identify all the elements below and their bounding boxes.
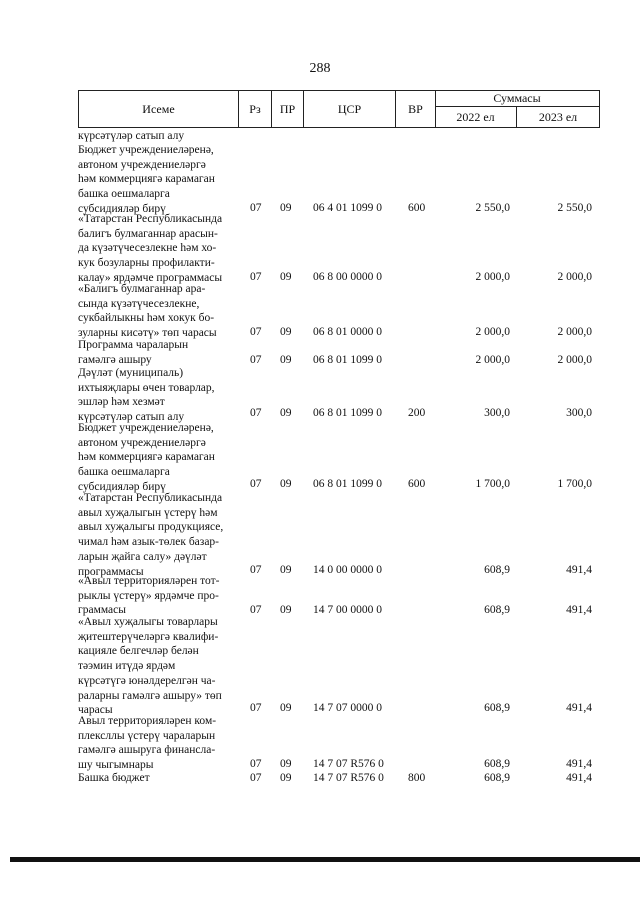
row-sum-2022: 608,9 <box>484 772 510 784</box>
row-name: Бюджет учреждениеләренә, автоном учреждениеләргә һәм коммерциягә карамаган башка оешмаларга субсидияләр бирү <box>78 422 215 493</box>
row-sum-2022: 2 000,0 <box>475 354 510 366</box>
row-rz: 07 <box>250 604 262 616</box>
row-sum-2022: 1 700,0 <box>475 478 510 490</box>
row-sum-2022: 300,0 <box>484 407 510 419</box>
row-sum-2023: 2 000,0 <box>557 354 592 366</box>
row-sum-2022: 2 550,0 <box>475 202 510 214</box>
header-2022: 2022 ел <box>435 107 517 127</box>
row-rz: 07 <box>250 758 262 770</box>
header-name: Исеме <box>79 91 239 127</box>
row-rz: 07 <box>250 407 262 419</box>
row-name: Дәүләт (муниципаль) ихтыяҗлары өчен товарлар, эшләр һәм хезмәт күрсәтүләр сатып алу <box>78 367 215 424</box>
row-vr: 800 <box>408 772 426 784</box>
row-name: «Авыл хуҗалыгы товарлары җитештерүчеләргә квалифи- кацияле белгечләр белән тәэмин итүдә ярдәм күрсәтүгә юнәлдерелгән ча- раларны гамәлгә ашыру» төп чарасы <box>78 616 222 717</box>
row-csr: 06 8 01 1099 0 <box>313 478 382 490</box>
row-name: күрсәтүләр сатып алу <box>78 130 185 142</box>
row-sum-2023: 1 700,0 <box>557 478 592 490</box>
row-csr: 06 8 01 1099 0 <box>313 407 382 419</box>
row-sum-2023: 491,4 <box>566 758 592 770</box>
row-name: «Татарстан Республикасында авыл хуҗалыгын үстерү һәм авыл хуҗалыгы продукциясе, чимал һәм азык-төлек базар- ларын җайга салу» дәүләт программасы <box>78 492 224 578</box>
row-csr: 14 7 00 0000 0 <box>313 604 382 616</box>
row-name: Программа чараларын гамәлгә ашыру <box>78 339 189 366</box>
header-rz: Рз <box>239 91 272 127</box>
row-name: Башка бюджет <box>78 772 150 784</box>
row-sum-2023: 2 000,0 <box>557 271 592 283</box>
row-sum-2022: 2 000,0 <box>475 271 510 283</box>
row-pr: 09 <box>280 772 292 784</box>
row-sum-2023: 300,0 <box>566 407 592 419</box>
row-sum-2022: 608,9 <box>484 564 510 576</box>
row-vr: 200 <box>408 407 426 419</box>
row-csr: 14 7 07 R576 0 <box>313 758 384 770</box>
row-sum-2022: 608,9 <box>484 758 510 770</box>
row-csr: 06 8 01 1099 0 <box>313 354 382 366</box>
row-sum-2023: 491,4 <box>566 604 592 616</box>
row-sum-2023: 491,4 <box>566 564 592 576</box>
row-name: «Татарстан Республикасында балигъ булмаганнар арасын- да күзәтүчесезлекне һәм хо- кук бозуларны профилакти- калау» ярдәмче программасы <box>78 213 223 284</box>
row-rz: 07 <box>250 702 262 714</box>
row-pr: 09 <box>280 478 292 490</box>
row-sum-2023: 491,4 <box>566 772 592 784</box>
row-sum-2023: 2 000,0 <box>557 326 592 338</box>
header-pr: ПР <box>272 91 304 127</box>
row-name: «Авыл территорияләрен тот- рыклы үстерү» ярдәмче про- граммасы <box>78 575 220 617</box>
row-rz: 07 <box>250 202 262 214</box>
row-name: Бюджет учреждениеләренә, автоном учреждениеләргә һәм коммерциягә карамаган башка оешмаларга субсидияләр бирү <box>78 144 215 215</box>
row-name: «Балигъ булмаганнар ара- сында күзәтүчесезлекне, сукбайлыкны һәм хокук бо- зуларны кисәтү» төп чарасы <box>78 283 217 340</box>
row-vr: 600 <box>408 202 426 214</box>
row-name: Авыл территорияләрен ком- плексллы үстерү чараларын гамәлгә ашыруга финансла- шу чыгымнары <box>78 715 217 772</box>
row-pr: 09 <box>280 564 292 576</box>
row-rz: 07 <box>250 354 262 366</box>
row-csr: 14 7 07 R576 0 <box>313 772 384 784</box>
row-pr: 09 <box>280 604 292 616</box>
row-csr: 14 7 07 0000 0 <box>313 702 382 714</box>
header-csr: ЦСР <box>304 91 396 127</box>
row-rz: 07 <box>250 772 262 784</box>
row-pr: 09 <box>280 354 292 366</box>
row-sum-2023: 2 550,0 <box>557 202 592 214</box>
page-number: 288 <box>309 61 331 76</box>
row-csr: 06 8 00 0000 0 <box>313 271 382 283</box>
scan-edge-bar <box>10 857 640 862</box>
header-vr: ВР <box>396 91 436 127</box>
row-sum-2022: 608,9 <box>484 604 510 616</box>
row-rz: 07 <box>250 326 262 338</box>
row-sum-2023: 491,4 <box>566 702 592 714</box>
row-pr: 09 <box>280 202 292 214</box>
row-sum-2022: 608,9 <box>484 702 510 714</box>
header-2023: 2023 ел <box>538 109 578 124</box>
row-csr: 14 0 00 0000 0 <box>313 564 382 576</box>
row-vr: 600 <box>408 478 426 490</box>
row-pr: 09 <box>280 271 292 283</box>
row-csr: 06 8 01 0000 0 <box>313 326 382 338</box>
row-pr: 09 <box>280 407 292 419</box>
row-rz: 07 <box>250 564 262 576</box>
row-pr: 09 <box>280 702 292 714</box>
row-rz: 07 <box>250 271 262 283</box>
row-pr: 09 <box>280 326 292 338</box>
row-pr: 09 <box>280 758 292 770</box>
row-csr: 06 4 01 1099 0 <box>313 202 382 214</box>
header-sums: Суммасы <box>435 91 599 107</box>
row-sum-2022: 2 000,0 <box>475 326 510 338</box>
row-rz: 07 <box>250 478 262 490</box>
